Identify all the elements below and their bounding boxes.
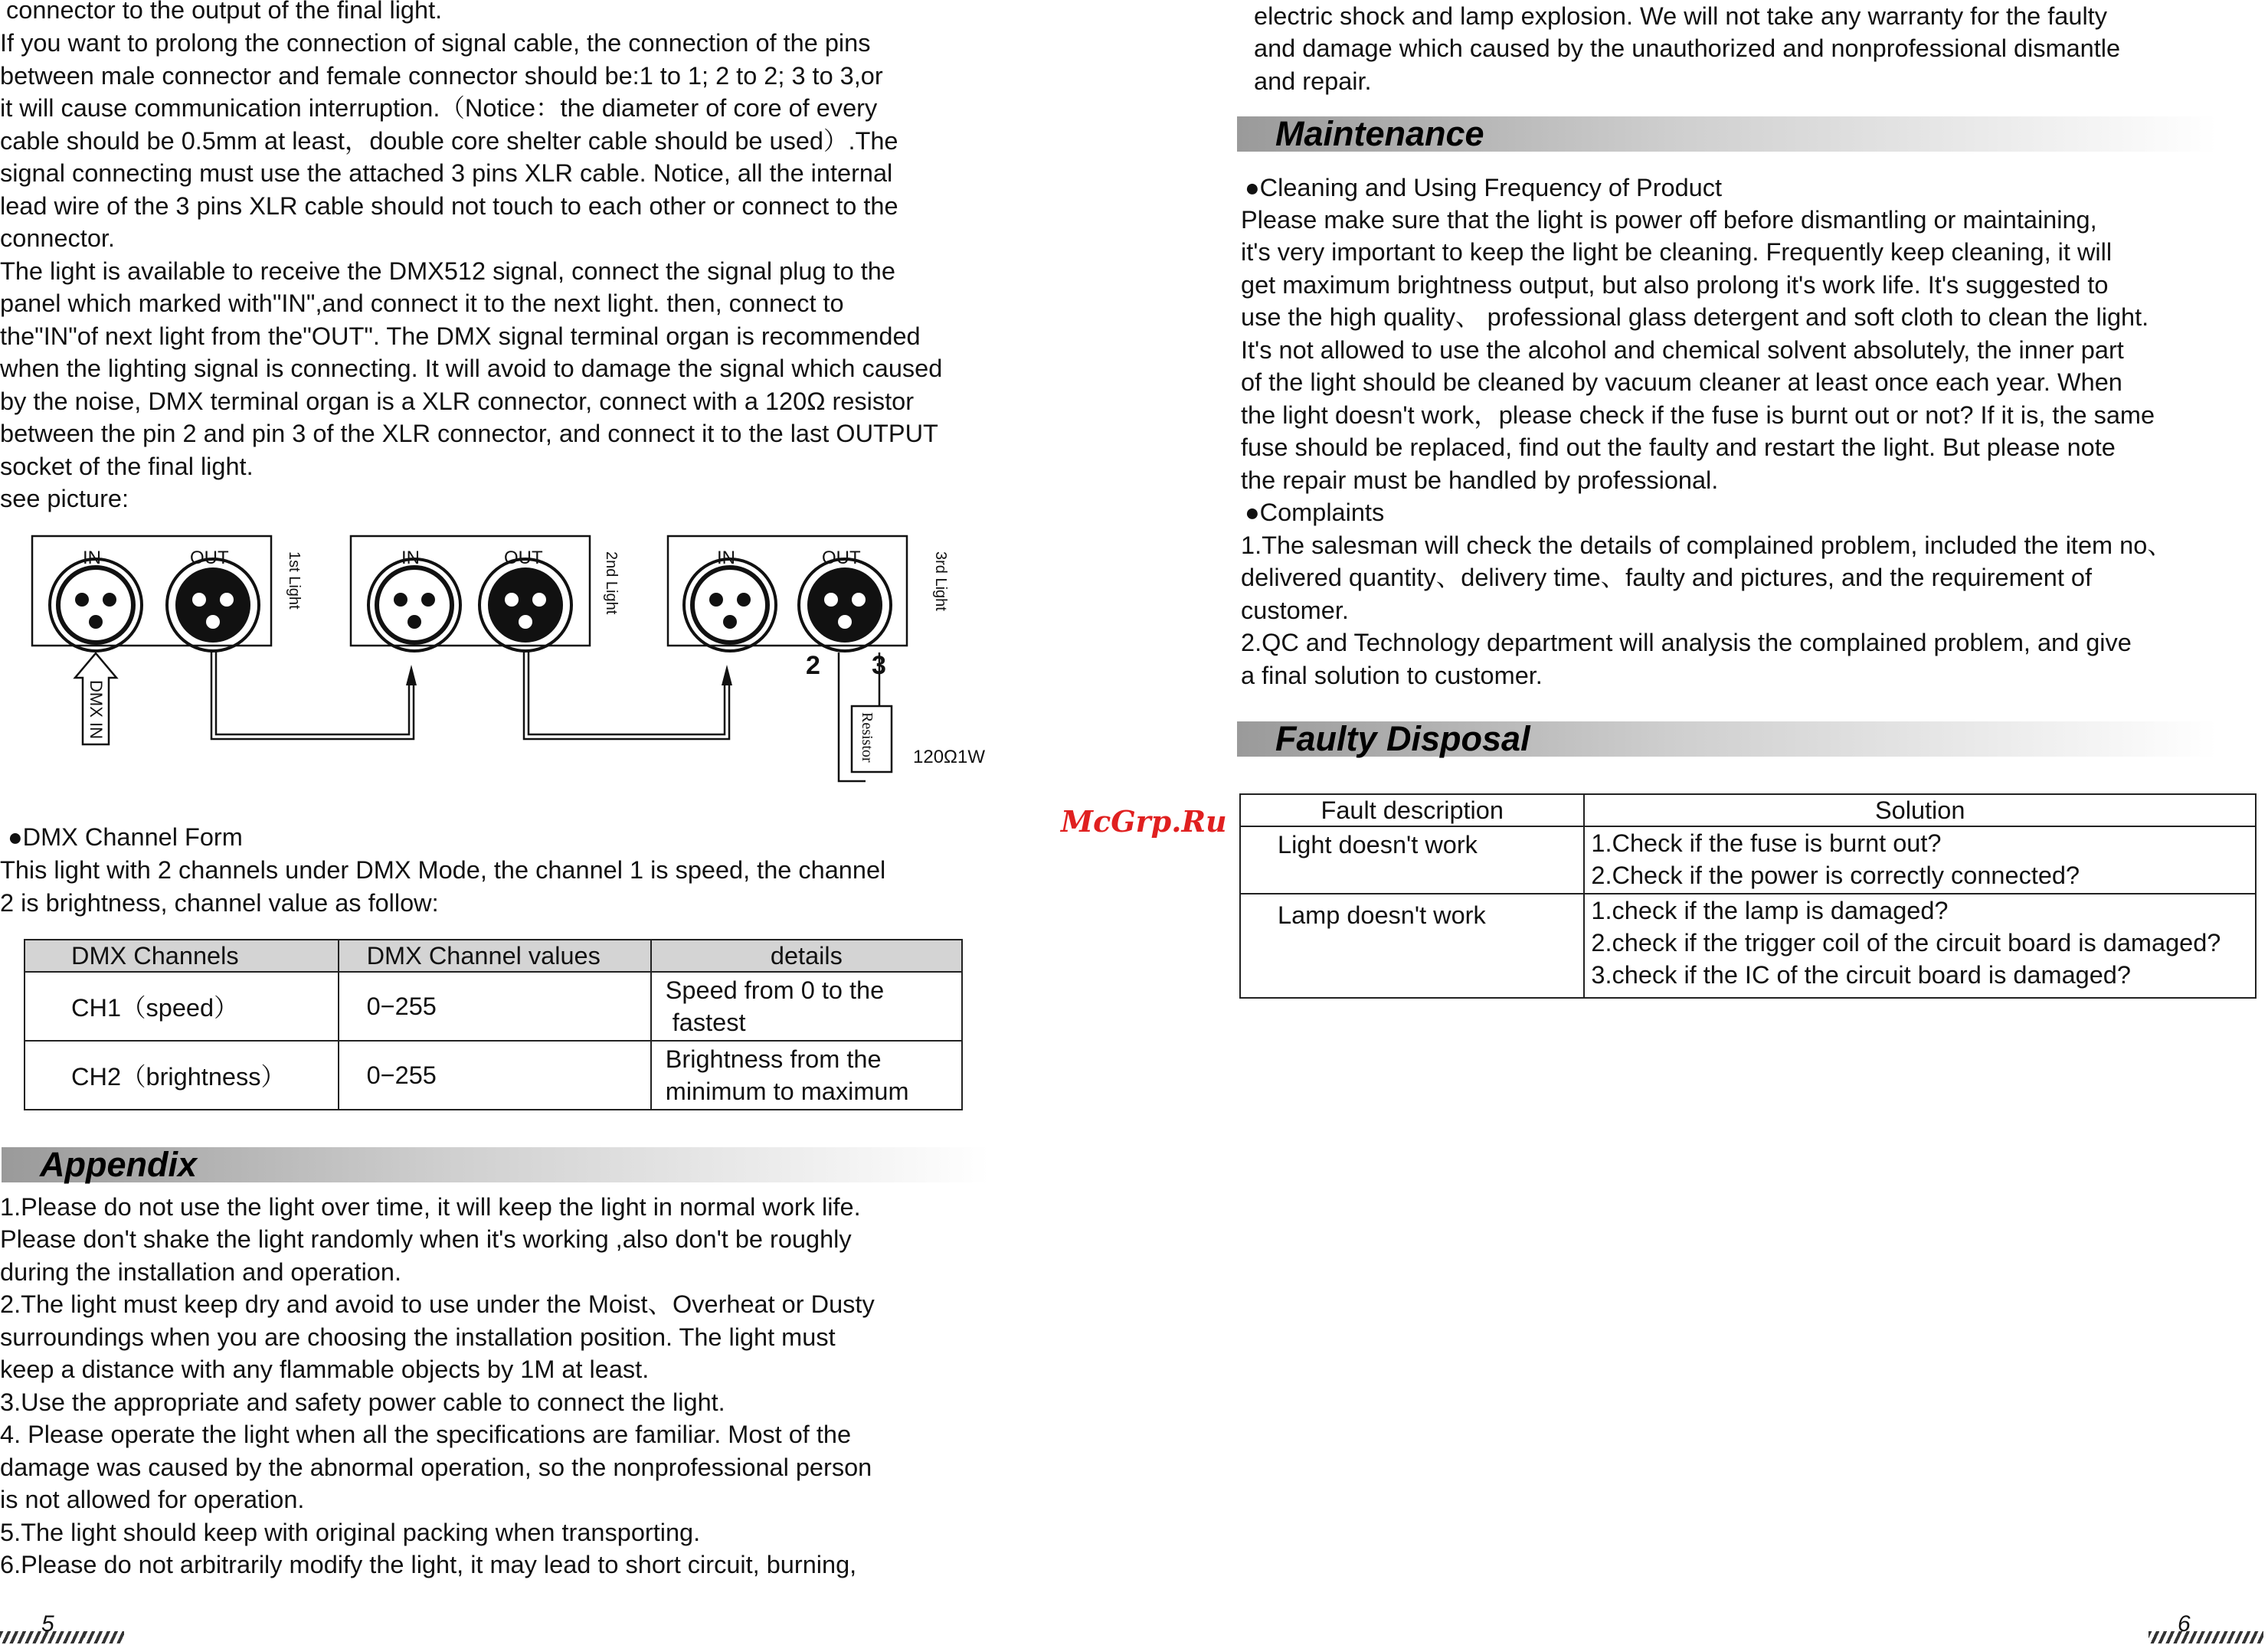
- text-line: and repair.: [1254, 67, 1372, 95]
- channel-cell: CH2（brightness）: [25, 1041, 339, 1110]
- table-header: DMX Channels: [25, 940, 339, 972]
- cable-1-inner: [216, 651, 409, 734]
- text-line: 1.Please do not use the light over time, it will keep the light in normal work life.: [0, 1193, 861, 1221]
- in-label-3: IN: [717, 548, 735, 568]
- page-footer-hatch: [2149, 1631, 2263, 1643]
- details-line: minimum to maximum: [665, 1078, 909, 1105]
- complaints-title: ●Complaints: [1245, 499, 1385, 526]
- text-line: 2.The light must keep dry and avoid to use under the Moist、Overheat or Dusty: [0, 1290, 875, 1318]
- appendix-title: Appendix: [40, 1145, 198, 1184]
- details-line: Speed from 0 to the: [665, 976, 885, 1004]
- text-line: The light is available to receive the DMX512 signal, connect the signal plug to the: [0, 257, 895, 285]
- text-line: it will cause communication interruption.（Notice：the diameter of core of every: [0, 94, 878, 122]
- pin-2-label: 2: [806, 651, 820, 680]
- text-line: surroundings when you are choosing the installation position. The light must: [0, 1323, 836, 1351]
- text-line: If you want to prolong the connection of signal cable, the connection of the pins: [0, 29, 871, 57]
- text-line: between male connector and female connector should be:1 to 1; 2 to 2; 3 to 3,or: [0, 62, 883, 90]
- text-line: when the lighting signal is connecting. It will avoid to damage the signal which caused: [0, 355, 943, 382]
- text-line: the light doesn't work，please check if the fuse is burnt out or not? If it is, the same: [1241, 401, 2155, 429]
- text-line: socket of the final light.: [0, 453, 254, 480]
- table-header-row: [1240, 794, 2256, 826]
- text-line: lead wire of the 3 pins XLR cable should not touch to each other or connect to the: [0, 192, 898, 220]
- value-cell: 0−255: [339, 1041, 651, 1110]
- pin-3-label: 3: [872, 651, 886, 680]
- resistor-label: Resistor: [859, 712, 875, 763]
- light-label-2: 2nd Light: [603, 551, 620, 615]
- table-header: Solution: [1584, 794, 2256, 826]
- channel-cell: CH1（speed）: [25, 972, 339, 1041]
- table-row: [1240, 894, 2256, 998]
- text-line: 2.QC and Technology department will analysis the complained problem, and give: [1241, 629, 2132, 656]
- table-row: [25, 1041, 962, 1110]
- dmx-wiring-diagram: [0, 528, 1026, 804]
- text-line: get maximum brightness output, but also prolong it's work life. It's suggested to: [1241, 271, 2109, 299]
- light-label-3: 3rd Light: [932, 551, 949, 611]
- table-header: Fault description: [1240, 794, 1584, 826]
- cable-1-outer: [211, 651, 414, 739]
- text-line: customer.: [1241, 597, 1349, 624]
- resistor-value: 120Ω1W: [913, 747, 985, 767]
- text-line: of the light should be cleaned by vacuum cleaner at least once each year. When: [1241, 368, 2122, 396]
- text-line: Please make sure that the light is power off before dismantling or maintaining,: [1241, 206, 2097, 234]
- text-line: connector.: [0, 224, 115, 252]
- cable-2-outer: [524, 651, 729, 739]
- out-label-2: OUT: [504, 548, 543, 568]
- text-line: fuse should be replaced, find out the faulty and restart the light. But please note: [1241, 433, 2116, 461]
- text-line: delivered quantity、delivery time、faulty and pictures, and the requirement of: [1241, 564, 2092, 591]
- page-footer-hatch: [84, 1631, 124, 1643]
- details-line: fastest: [665, 1009, 746, 1036]
- faulty-disposal-title: Faulty Disposal: [1275, 719, 1530, 758]
- text-line: 4. Please operate the light when all the specifications are familiar. Most of the: [0, 1421, 852, 1448]
- text-line: electric shock and lamp explosion. We will not take any warranty for the faulty: [1254, 2, 2107, 30]
- in-label-2: IN: [401, 548, 420, 568]
- table-header-row: [25, 940, 962, 972]
- solution-line: 3.check if the IC of the circuit board is damaged?: [1591, 961, 2131, 989]
- dmx-channel-form-title: ●DMX Channel Form: [8, 823, 243, 851]
- text-line: panel which marked with"IN",and connect it to the next light. then, connect to: [0, 289, 844, 317]
- solution-line: 1.check if the lamp is damaged?: [1591, 897, 1949, 924]
- text-line: a final solution to customer.: [1241, 662, 1543, 689]
- text-line: 5.The light should keep with original packing when transporting.: [0, 1519, 701, 1546]
- table-row: [1240, 826, 2256, 894]
- details-cell: [651, 1041, 962, 1110]
- dmx-in-arrow: [75, 653, 116, 744]
- table-row: [25, 972, 962, 1041]
- page-number-left: 5: [41, 1611, 54, 1637]
- text-line: This light with 2 channels under DMX Mode, the channel 1 is speed, the channel: [0, 856, 886, 884]
- xlr-in-connector-1: [50, 559, 142, 651]
- xlr-in-connector-3: [684, 559, 776, 651]
- maintenance-title: Maintenance: [1275, 114, 1484, 153]
- text-line: it's very important to keep the light be cleaning. Frequently keep cleaning, it will: [1241, 238, 2113, 266]
- text-line: signal connecting must use the attached 3 pins XLR cable. Notice, all the internal: [0, 159, 893, 187]
- text-line: is not allowed for operation.: [0, 1486, 305, 1513]
- text-line: during the installation and operation.: [0, 1258, 401, 1286]
- text-line: see picture:: [0, 485, 129, 512]
- appendix-header: [2, 1147, 990, 1182]
- details-cell: [651, 972, 962, 1041]
- arrow-head-1: [406, 665, 417, 685]
- text-line: It's not allowed to use the alcohol and chemical solvent absolutely, the inner part: [1241, 336, 2124, 364]
- text-line: keep a distance with any flammable objects by 1M at least.: [0, 1356, 650, 1383]
- solution-line: 2.check if the trigger coil of the circuit board is damaged?: [1591, 929, 2221, 957]
- details-line: Brightness from the: [665, 1045, 882, 1073]
- maintenance-header: [1237, 116, 2217, 152]
- faulty-disposal-table: [1239, 793, 2257, 999]
- cable-2-inner: [529, 651, 725, 734]
- solution-cell: [1584, 894, 2256, 998]
- page-number-right: 6: [2178, 1611, 2191, 1637]
- dmx-in-label: DMX IN: [87, 680, 106, 739]
- solution-line: 2.Check if the power is correctly connected?: [1591, 862, 2080, 889]
- text-line: 1.The salesman will check the details of complained problem, included the item no、: [1241, 531, 2172, 559]
- light-label-1: 1st Light: [286, 551, 303, 610]
- xlr-out-connector-2: [479, 559, 571, 651]
- out-label-1: OUT: [190, 548, 229, 568]
- text-line: between the pin 2 and pin 3 of the XLR connector, and connect it to the last OUTPUT: [0, 420, 938, 447]
- text-line: damage was caused by the abnormal operation, so the nonprofessional person: [0, 1454, 872, 1481]
- text-line: use the high quality、 professional glass detergent and soft cloth to clean the light.: [1241, 303, 2149, 331]
- cleaning-title: ●Cleaning and Using Frequency of Product: [1245, 174, 1723, 201]
- text-line: cable should be 0.5mm at least，double core shelter cable should be used）.The: [0, 127, 898, 155]
- fault-cell: Light doesn't work: [1240, 826, 1584, 894]
- xlr-out-connector-1: [167, 559, 259, 651]
- text-line: the"IN"of next light from the"OUT". The DMX signal terminal organ is recommended: [0, 322, 921, 350]
- arrow-head-2: [722, 665, 732, 685]
- text-line: the repair must be handled by professional.: [1241, 466, 1719, 494]
- text-line: connector to the output of the final light.: [6, 0, 443, 24]
- watermark: McGrp.Ru: [1061, 804, 1227, 839]
- xlr-in-connector-2: [368, 559, 460, 651]
- text-line: 3.Use the appropriate and safety power cable to connect the light.: [0, 1388, 725, 1416]
- text-line: by the noise, DMX terminal organ is a XLR connector, connect with a 120Ω resistor: [0, 388, 915, 415]
- text-line: 6.Please do not arbitrarily modify the light, it may lead to short circuit, burning,: [0, 1551, 857, 1578]
- solution-line: 1.Check if the fuse is burnt out?: [1591, 829, 1942, 857]
- table-header: DMX Channel values: [339, 940, 651, 972]
- faulty-disposal-header: [1237, 721, 2217, 757]
- text-line: Please don't shake the light randomly when it's working ,also don't be roughly: [0, 1225, 852, 1253]
- table-header: details: [651, 940, 962, 972]
- out-label-3: OUT: [822, 548, 861, 568]
- solution-cell: [1584, 826, 2256, 894]
- text-line: and damage which caused by the unauthorized and nonprofessional dismantle: [1254, 34, 2121, 62]
- value-cell: 0−255: [339, 972, 651, 1041]
- xlr-out-connector-3: [799, 559, 891, 651]
- text-line: 2 is brightness, channel value as follow:: [0, 889, 439, 917]
- fault-cell: Lamp doesn't work: [1240, 894, 1584, 998]
- dmx-channel-table: [24, 939, 963, 1110]
- in-label-1: IN: [83, 548, 101, 568]
